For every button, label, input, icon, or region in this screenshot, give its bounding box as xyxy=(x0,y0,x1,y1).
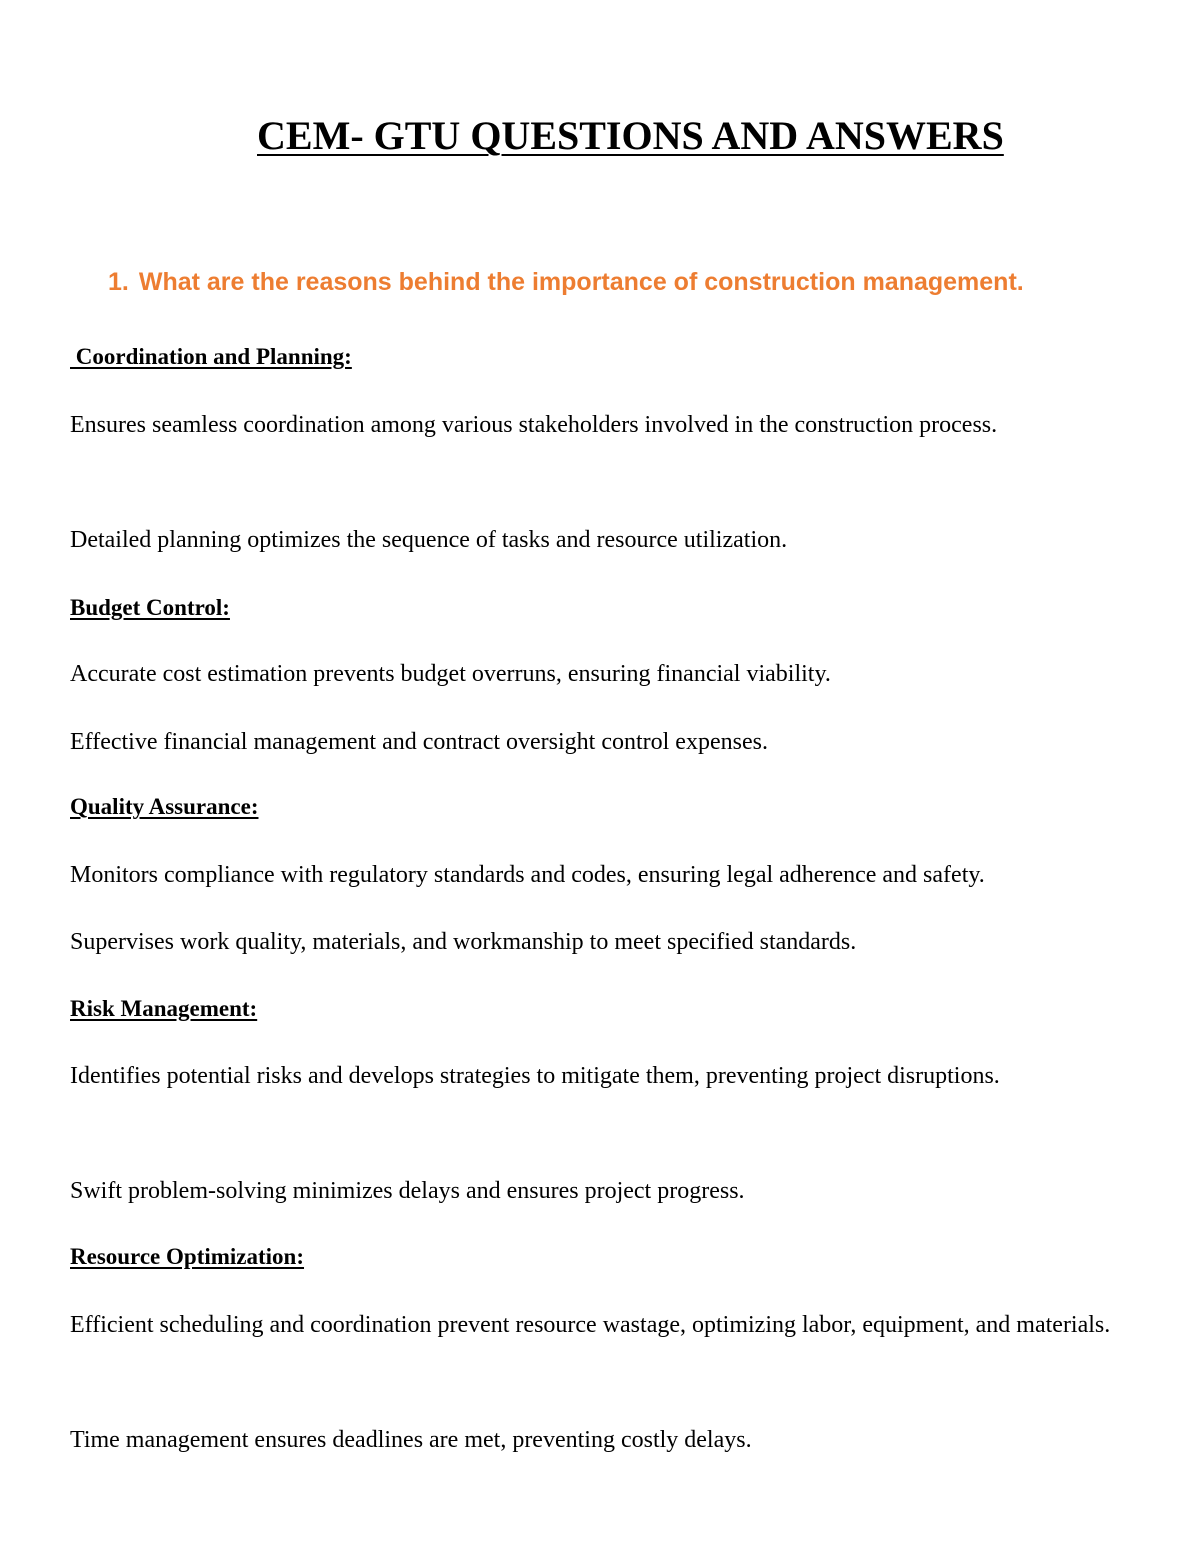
section-paragraph: Identifies potential risks and develops strategies to mitigate them, preventing project disruptions. xyxy=(70,1063,1000,1089)
section-heading-coordination: Coordination and Planning: xyxy=(70,344,352,369)
section-paragraph: Monitors compliance with regulatory standards and codes, ensuring legal adherence and safety. xyxy=(70,862,985,888)
section-paragraph: Swift problem-solving minimizes delays and ensures project progress. xyxy=(70,1178,745,1204)
section-heading-budget: Budget Control: xyxy=(70,595,230,620)
section-paragraph: Detailed planning optimizes the sequence of tasks and resource utilization. xyxy=(70,527,788,553)
question-heading xyxy=(108,268,1024,297)
question-text: What are the reasons behind the importance of construction management. xyxy=(138,268,1024,296)
section-heading-risk: Risk Management: xyxy=(70,996,258,1021)
section-heading-quality: Quality Assurance: xyxy=(70,794,259,819)
section-paragraph: Effective financial management and contract oversight control expenses. xyxy=(70,729,768,755)
section-paragraph: Efficient scheduling and coordination prevent resource wastage, optimizing labor, equipment, and materials. xyxy=(70,1312,1111,1338)
section-paragraph: Ensures seamless coordination among various stakeholders involved in the construction process. xyxy=(70,412,998,438)
section-paragraph: Time management ensures deadlines are met, preventing costly delays. xyxy=(70,1427,752,1453)
page-title: CEM- GTU QUESTIONS AND ANSWERS xyxy=(257,113,1004,158)
question-number: 1. xyxy=(108,268,129,296)
section-paragraph: Accurate cost estimation prevents budget overruns, ensuring financial viability. xyxy=(70,661,831,687)
section-heading-resource: Resource Optimization: xyxy=(70,1244,305,1269)
section-paragraph: Supervises work quality, materials, and workmanship to meet specified standards. xyxy=(70,929,857,955)
